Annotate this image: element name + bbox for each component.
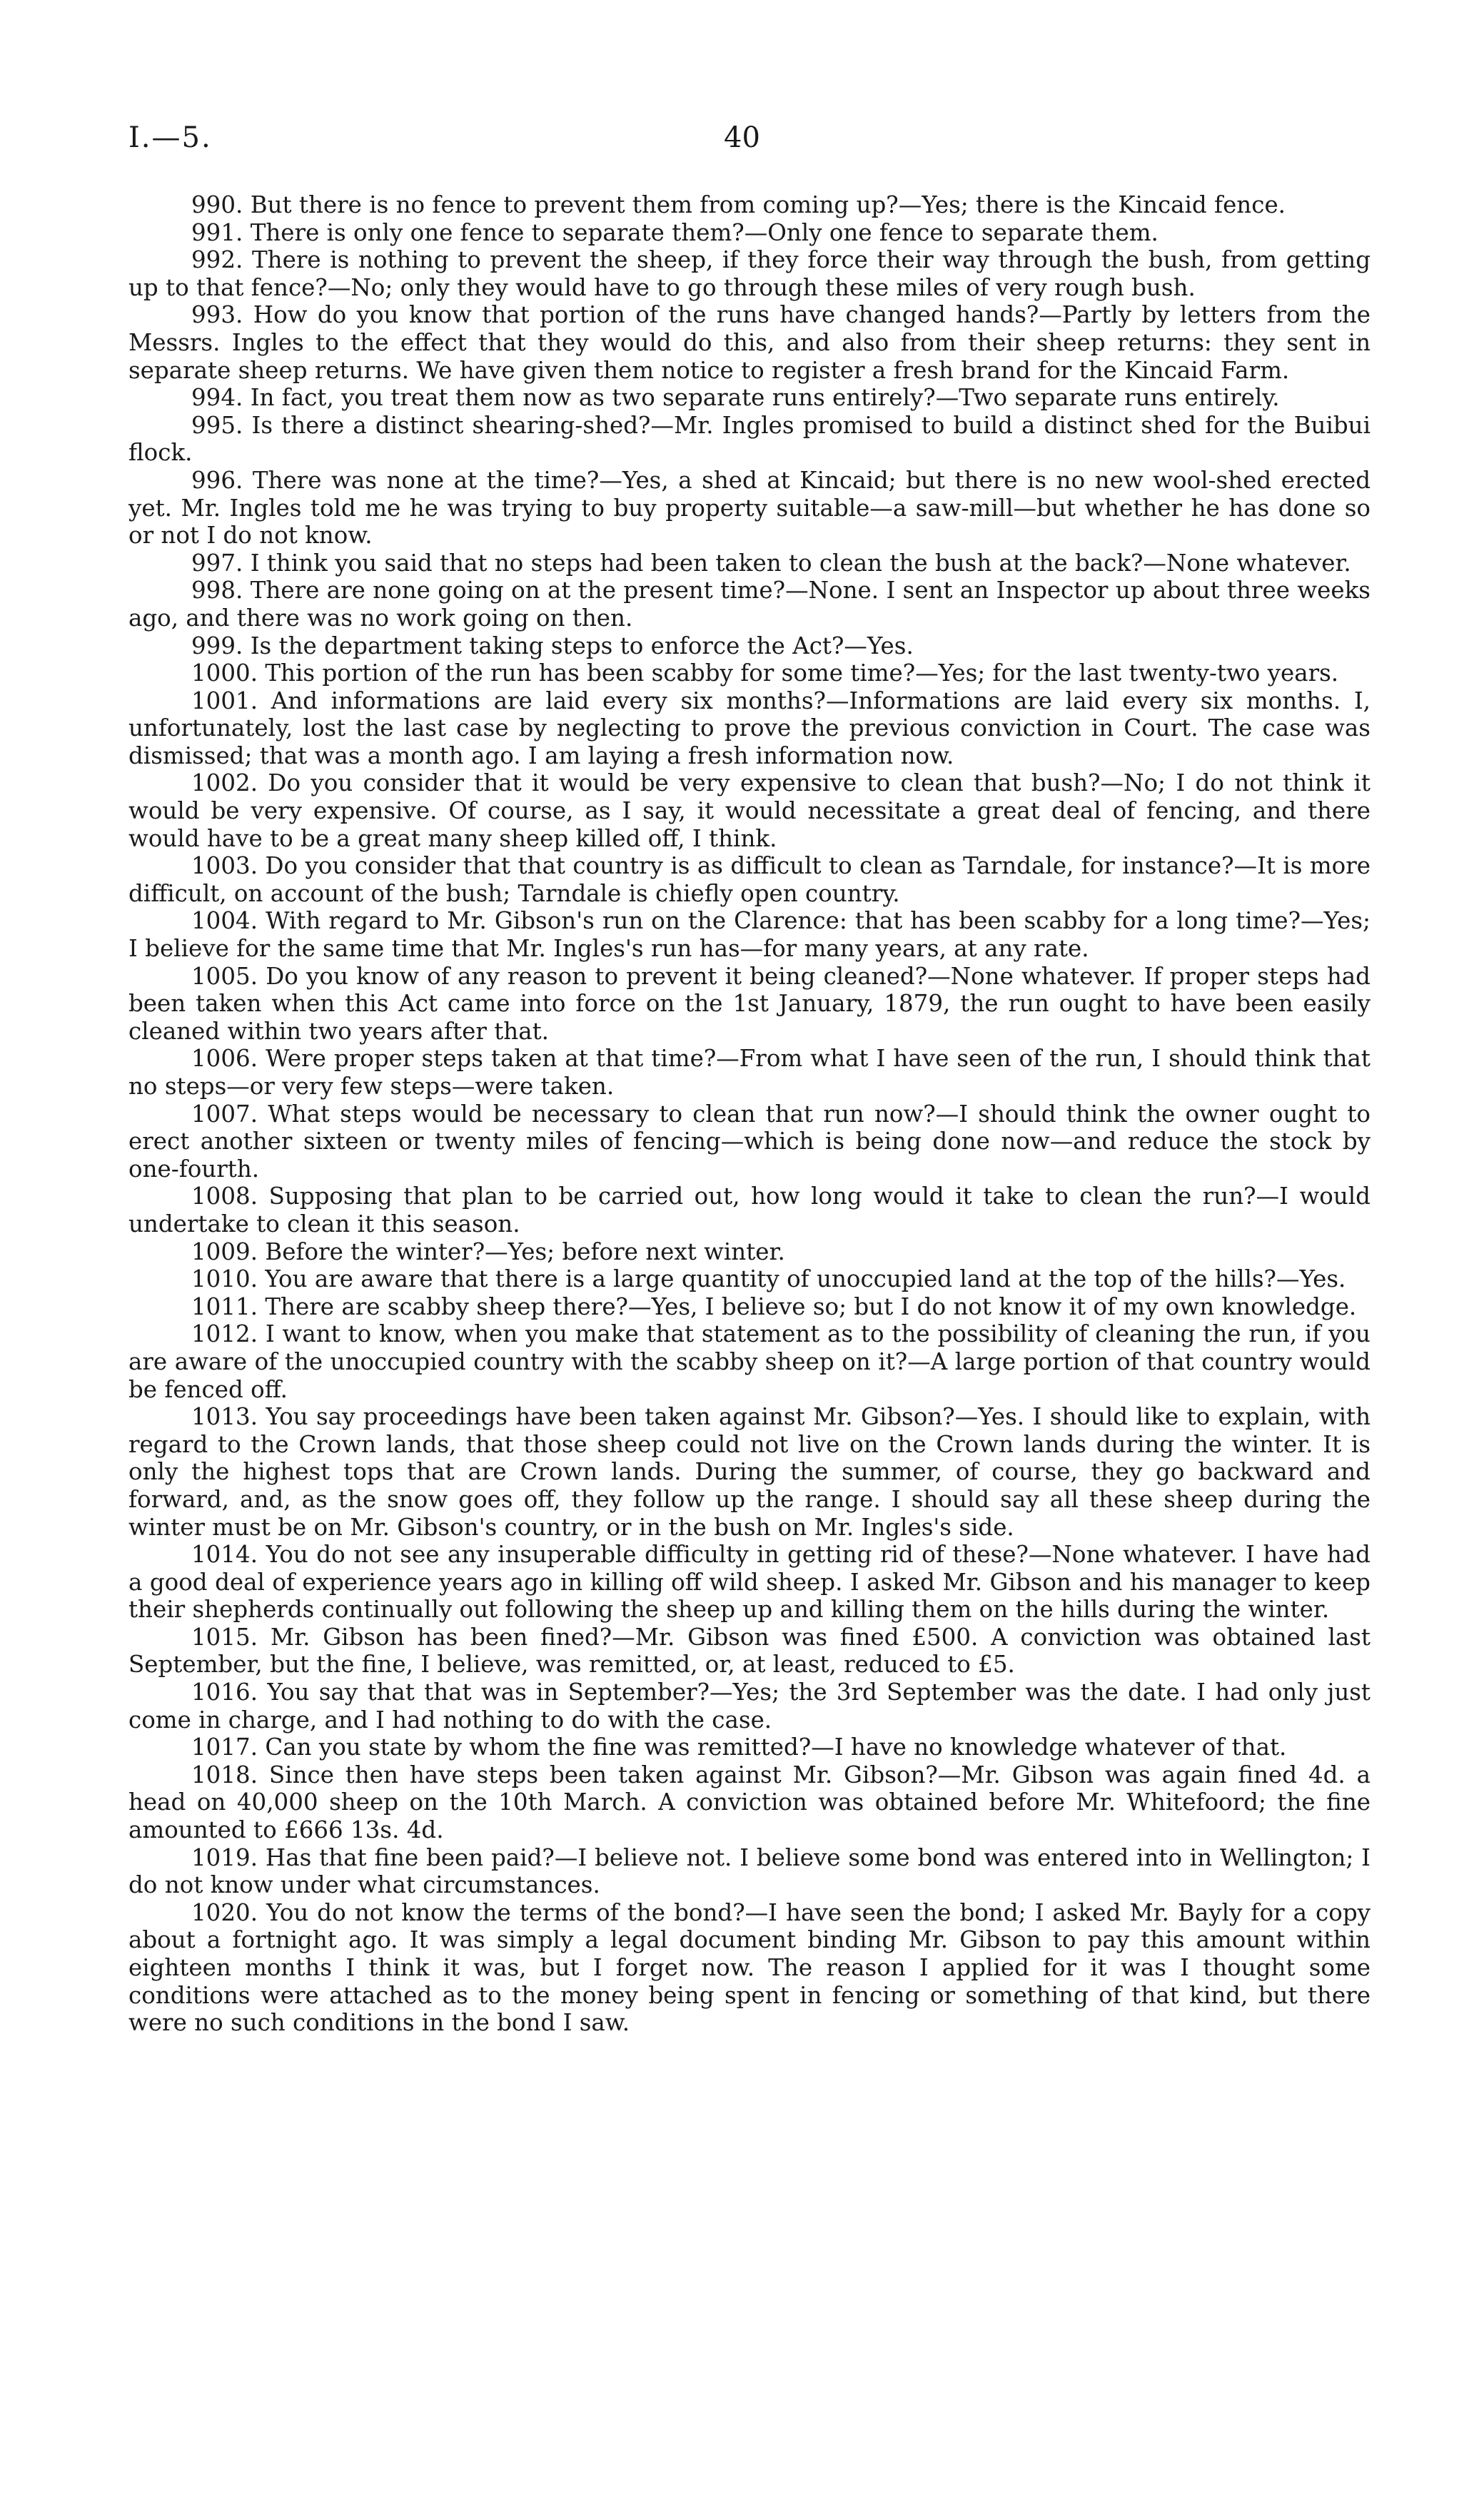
question-991: 991. There is only one fence to separate them?—Only one fence to separate them. (191, 218, 1159, 246)
question-1005: 1005. Do you know of any reason to prevent it being cleaned?—None whatever. If proper steps had been taken when this Act came into force on the 1st January, 1879, the run ought to have been easily cleaned within two years after that. (128, 962, 1371, 1045)
question-1010: 1010. You are aware that there is a large quantity of unoccupied land at the top of the hills?—Yes. (191, 1265, 1346, 1293)
question-1016: 1016. You say that that was in September?—Yes; the 3rd September was the date. I had only just come in charge, and I had nothing to do with the case. (128, 1679, 1371, 1734)
testimony-body (128, 191, 1371, 2037)
question-1009: 1009. Before the winter?—Yes; before next winter. (191, 1238, 785, 1265)
question-1004: 1004. With regard to Mr. Gibson's run on the Clarence: that has been scabby for a long time?—Yes; I believe for the same time that Mr. Ingles's run has—for many years, at any rate. (128, 907, 1371, 963)
question-995: 995. Is there a distinct shearing-shed?—Mr. Ingles promised to build a distinct shed for the Buibui flock. (128, 411, 1371, 467)
question-1003: 1003. Do you consider that that country is as difficult to clean as Tarndale, for instance?—It is more difficult, on account of the bush; Tarndale is chiefly open country. (128, 852, 1371, 907)
question-1011: 1011. There are scabby sheep there?—Yes, I believe so; but I do not know it of my own knowledge. (191, 1292, 1357, 1320)
question-1013: 1013. You say proceedings have been taken against Mr. Gibson?—Yes. I should like to explain, with regard to the Crown lands, that those sheep could not live on the Crown lands during the winter. It is only the highest tops that are Crown lands. During the summer, of course, they go backward and forward, and, as the snow goes off, they follow up the range. I should say all these sheep during the winter must be on Mr. Gibson's country, or in the bush on Mr. Ingles's side. (128, 1403, 1371, 1541)
series-label: I.—5. (128, 121, 212, 154)
question-998: 998. There are none going on at the present time?—None. I sent an Inspector up about three weeks ago, and there was no work going on then. (128, 577, 1371, 632)
question-1002: 1002. Do you consider that it would be very expensive to clean that bush?—No; I do not think it would be very expensive. Of course, as I say, it would necessitate a great deal of fencing, and there would have to be a great many sheep killed off, I think. (128, 769, 1371, 852)
question-1015: 1015. Mr. Gibson has been fined?—Mr. Gibson was fined £500. A conviction was obtained last September, but the fine, I believe, was remitted, or, at least, reduced to £5. (128, 1623, 1371, 1679)
question-990: 990. But there is no fence to prevent them from coming up?—Yes; there is the Kincaid fence. (191, 191, 1286, 218)
page-number: 40 (724, 121, 760, 154)
question-1018: 1018. Since then have steps been taken against Mr. Gibson?—Mr. Gibson was again fined 4d. a head on 40,000 sheep on the 10th March. A conviction was obtained before Mr. Whitefoord; the fine amounted to £666 13s. 4d. (128, 1761, 1371, 1844)
question-1000: 1000. This portion of the run has been scabby for some time?—Yes; for the last twenty-two years. (191, 659, 1339, 687)
page-header (128, 121, 1356, 164)
question-1017: 1017. Can you state by whom the fine was remitted?—I have no knowledge whatever of that. (191, 1734, 1287, 1761)
question-996: 996. There was none at the time?—Yes, a shed at Kincaid; but there is no new wool-shed erected yet. Mr. Ingles told me he was trying to buy property suitable—a saw-mill—but whether he has done so or not I do not know. (128, 466, 1371, 550)
question-997: 997. I think you said that no steps had been taken to clean the bush at the back?—None whatever. (191, 549, 1351, 577)
question-1008: 1008. Supposing that plan to be carried out, how long would it take to clean the run?—I would undertake to clean it this season. (128, 1183, 1371, 1238)
question-1006: 1006. Were proper steps taken at that time?—From what I have seen of the run, I should think that no steps—or very few steps—were taken. (128, 1045, 1371, 1100)
question-1014: 1014. You do not see any insuperable difficulty in getting rid of these?—None whatever. I have had a good deal of experience years ago in killing off wild sheep. I asked Mr. Gibson and his manager to keep their shepherds continually out following the sheep up and killing them on the hills during the winter. (128, 1541, 1371, 1624)
question-994: 994. In fact, you treat them now as two separate runs entirely?—Two separate runs entirely. (191, 384, 1280, 412)
question-1007: 1007. What steps would be necessary to clean that run now?—I should think the owner ought to erect another sixteen or twenty miles of fencing—which is being done now—and reduce the stock by one-fourth. (128, 1100, 1371, 1183)
question-999: 999. Is the department taking steps to enforce the Act?—Yes. (191, 632, 914, 659)
question-1012: 1012. I want to know, when you make that statement as to the possibility of cleaning the run, if you are aware of the unoccupied country with the scabby sheep on it?—A large portion of that country would be fenced off. (128, 1320, 1371, 1403)
question-1001: 1001. And informations are laid every six months?—Informations are laid every six months. I, unfortunately, lost the last case by neglecting to prove the previous conviction in Court. The case was dismissed; that was a month ago. I am laying a fresh information now. (128, 687, 1371, 769)
question-993: 993. How do you know that portion of the runs have changed hands?—Partly by letters from the Messrs. Ingles to the effect that they would do this, and also from their sheep returns: they sent in separate sheep returns. We have given them notice to register a fresh brand for the Kincaid Farm. (128, 301, 1371, 384)
question-1019: 1019. Has that fine been paid?—I believe not. I believe some bond was entered into in Wellington; I do not know under what circumstances. (128, 1843, 1371, 1899)
question-992: 992. There is nothing to prevent the sheep, if they force their way through the bush, from getting up to that fence?—No; only they would have to go through these miles of very rough bush. (128, 246, 1371, 301)
question-1020: 1020. You do not know the terms of the bond?—I have seen the bond; I asked Mr. Bayly for a copy about a fortnight ago. It was simply a legal document binding Mr. Gibson to pay this amount within eighteen months I think it was, but I forget now. The reason I applied for it was I thought some conditions were attached as to the money being spent in fencing or something of that kind, but there were no such conditions in the bond I saw. (128, 1898, 1371, 2037)
